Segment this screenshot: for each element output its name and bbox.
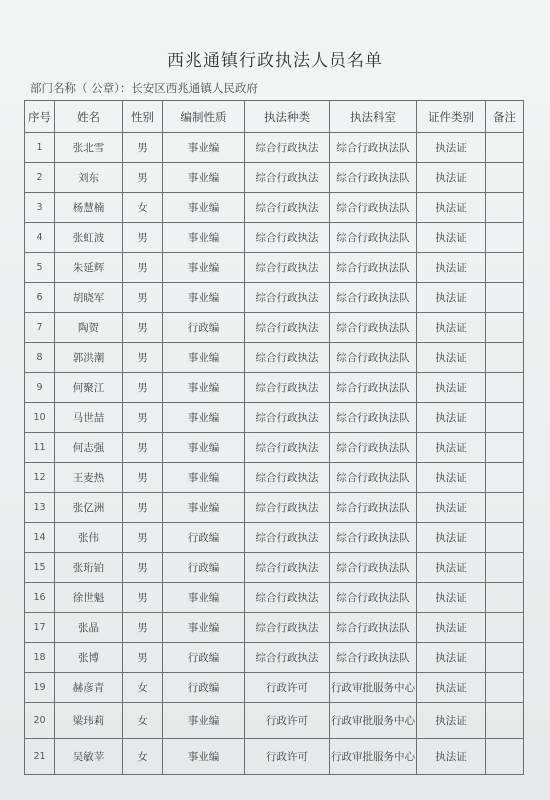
cell-gender: 女 xyxy=(123,703,163,739)
cell-certificate-type: 执法证 xyxy=(417,433,486,463)
table-row xyxy=(25,223,524,253)
cell-gender: 男 xyxy=(123,613,163,643)
cell-enforcement-type: 综合行政执法 xyxy=(245,643,330,673)
cell-remarks xyxy=(486,343,524,373)
table-row xyxy=(25,403,524,433)
cell-enforcement-type: 综合行政执法 xyxy=(245,313,330,343)
cell-remarks xyxy=(486,739,524,775)
cell-staffing-type: 事业编 xyxy=(163,463,245,493)
cell-remarks xyxy=(486,673,524,703)
cell-enforcement-type: 综合行政执法 xyxy=(245,613,330,643)
cell-index: 9 xyxy=(25,373,55,403)
cell-remarks xyxy=(486,313,524,343)
cell-certificate-type: 执法证 xyxy=(417,673,486,703)
cell-gender: 男 xyxy=(123,223,163,253)
cell-index: 16 xyxy=(25,583,55,613)
cell-staffing-type: 事业编 xyxy=(163,583,245,613)
cell-staffing-type: 行政编 xyxy=(163,313,245,343)
cell-certificate-type: 执法证 xyxy=(417,583,486,613)
cell-index: 15 xyxy=(25,553,55,583)
cell-staffing-type: 行政编 xyxy=(163,523,245,553)
cell-index: 3 xyxy=(25,193,55,223)
cell-enforcement-type: 综合行政执法 xyxy=(245,163,330,193)
cell-department: 综合行政执法队 xyxy=(330,583,417,613)
cell-staffing-type: 事业编 xyxy=(163,193,245,223)
table-row xyxy=(25,193,524,223)
cell-name: 张伟 xyxy=(55,523,123,553)
cell-remarks xyxy=(486,133,524,163)
cell-gender: 男 xyxy=(123,253,163,283)
header-remarks: 备注 xyxy=(486,101,524,133)
cell-name: 张北雪 xyxy=(55,133,123,163)
cell-staffing-type: 行政编 xyxy=(163,643,245,673)
cell-gender: 男 xyxy=(123,133,163,163)
cell-remarks xyxy=(486,553,524,583)
cell-name: 郭洪潮 xyxy=(55,343,123,373)
cell-staffing-type: 事业编 xyxy=(163,739,245,775)
table-row xyxy=(25,643,524,673)
cell-gender: 女 xyxy=(123,193,163,223)
cell-enforcement-type: 综合行政执法 xyxy=(245,523,330,553)
personnel-table xyxy=(24,100,524,775)
header-department: 执法科室 xyxy=(330,101,417,133)
cell-remarks xyxy=(486,613,524,643)
cell-department: 综合行政执法队 xyxy=(330,373,417,403)
cell-department: 综合行政执法队 xyxy=(330,283,417,313)
cell-index: 19 xyxy=(25,673,55,703)
cell-name: 吴敏苹 xyxy=(55,739,123,775)
cell-certificate-type: 执法证 xyxy=(417,133,486,163)
cell-index: 17 xyxy=(25,613,55,643)
department-line: 部门名称（ 公章）：长安区西兆通镇人民政府 xyxy=(30,81,258,95)
cell-certificate-type: 执法证 xyxy=(417,523,486,553)
header-staffing-type: 编制性质 xyxy=(163,101,245,133)
cell-department: 行政审批服务中心 xyxy=(330,673,417,703)
cell-gender: 男 xyxy=(123,433,163,463)
cell-certificate-type: 执法证 xyxy=(417,283,486,313)
cell-staffing-type: 事业编 xyxy=(163,163,245,193)
cell-remarks xyxy=(486,163,524,193)
cell-name: 张晶 xyxy=(55,613,123,643)
cell-certificate-type: 执法证 xyxy=(417,463,486,493)
cell-index: 13 xyxy=(25,493,55,523)
cell-gender: 男 xyxy=(123,403,163,433)
table-row xyxy=(25,133,524,163)
table-row xyxy=(25,523,524,553)
cell-gender: 男 xyxy=(123,553,163,583)
cell-gender: 男 xyxy=(123,493,163,523)
cell-staffing-type: 行政编 xyxy=(163,673,245,703)
cell-name: 杨慧楠 xyxy=(55,193,123,223)
cell-certificate-type: 执法证 xyxy=(417,223,486,253)
cell-certificate-type: 执法证 xyxy=(417,313,486,343)
table-row xyxy=(25,583,524,613)
cell-enforcement-type: 综合行政执法 xyxy=(245,493,330,523)
cell-department: 综合行政执法队 xyxy=(330,133,417,163)
cell-staffing-type: 事业编 xyxy=(163,403,245,433)
cell-index: 6 xyxy=(25,283,55,313)
table-row xyxy=(25,313,524,343)
cell-certificate-type: 执法证 xyxy=(417,613,486,643)
cell-certificate-type: 执法证 xyxy=(417,193,486,223)
cell-remarks xyxy=(486,253,524,283)
cell-staffing-type: 事业编 xyxy=(163,343,245,373)
cell-staffing-type: 事业编 xyxy=(163,223,245,253)
cell-enforcement-type: 综合行政执法 xyxy=(245,343,330,373)
table-row xyxy=(25,253,524,283)
cell-gender: 男 xyxy=(123,463,163,493)
cell-enforcement-type: 综合行政执法 xyxy=(245,463,330,493)
cell-name: 陶贺 xyxy=(55,313,123,343)
cell-name: 张虹波 xyxy=(55,223,123,253)
cell-index: 1 xyxy=(25,133,55,163)
cell-gender: 男 xyxy=(123,343,163,373)
header-index: 序号 xyxy=(25,101,55,133)
cell-certificate-type: 执法证 xyxy=(417,373,486,403)
cell-certificate-type: 执法证 xyxy=(417,343,486,373)
cell-enforcement-type: 综合行政执法 xyxy=(245,553,330,583)
cell-gender: 男 xyxy=(123,313,163,343)
cell-certificate-type: 执法证 xyxy=(417,253,486,283)
cell-index: 12 xyxy=(25,463,55,493)
table-row xyxy=(25,433,524,463)
cell-name: 刘东 xyxy=(55,163,123,193)
cell-index: 20 xyxy=(25,703,55,739)
header-enforcement-type: 执法种类 xyxy=(245,101,330,133)
table-row xyxy=(25,553,524,583)
cell-name: 胡晓军 xyxy=(55,283,123,313)
header-name: 姓名 xyxy=(55,101,123,133)
cell-name: 马世喆 xyxy=(55,403,123,433)
cell-index: 4 xyxy=(25,223,55,253)
cell-enforcement-type: 行政许可 xyxy=(245,739,330,775)
cell-name: 徐世魁 xyxy=(55,583,123,613)
cell-enforcement-type: 综合行政执法 xyxy=(245,253,330,283)
cell-remarks xyxy=(486,403,524,433)
cell-department: 综合行政执法队 xyxy=(330,193,417,223)
cell-enforcement-type: 综合行政执法 xyxy=(245,373,330,403)
cell-enforcement-type: 行政许可 xyxy=(245,703,330,739)
cell-staffing-type: 事业编 xyxy=(163,493,245,523)
cell-enforcement-type: 综合行政执法 xyxy=(245,223,330,253)
cell-remarks xyxy=(486,373,524,403)
cell-certificate-type: 执法证 xyxy=(417,553,486,583)
cell-name: 何聚江 xyxy=(55,373,123,403)
cell-department: 综合行政执法队 xyxy=(330,313,417,343)
cell-remarks xyxy=(486,193,524,223)
cell-staffing-type: 事业编 xyxy=(163,373,245,403)
cell-certificate-type: 执法证 xyxy=(417,643,486,673)
cell-index: 7 xyxy=(25,313,55,343)
table-row xyxy=(25,283,524,313)
table-body xyxy=(25,133,524,775)
cell-remarks xyxy=(486,643,524,673)
cell-enforcement-type: 综合行政执法 xyxy=(245,403,330,433)
cell-department: 行政审批服务中心 xyxy=(330,703,417,739)
cell-name: 王麦热 xyxy=(55,463,123,493)
cell-name: 朱延辉 xyxy=(55,253,123,283)
cell-certificate-type: 执法证 xyxy=(417,703,486,739)
cell-department: 综合行政执法队 xyxy=(330,613,417,643)
cell-name: 梁玮莉 xyxy=(55,703,123,739)
cell-remarks xyxy=(486,463,524,493)
table-row xyxy=(25,613,524,643)
cell-index: 2 xyxy=(25,163,55,193)
cell-index: 21 xyxy=(25,739,55,775)
cell-department: 综合行政执法队 xyxy=(330,523,417,553)
cell-remarks xyxy=(486,223,524,253)
cell-department: 综合行政执法队 xyxy=(330,553,417,583)
cell-enforcement-type: 综合行政执法 xyxy=(245,433,330,463)
cell-name: 张珩铂 xyxy=(55,553,123,583)
document-title: 西兆通镇行政执法人员名单 xyxy=(167,51,383,71)
cell-remarks xyxy=(486,433,524,463)
cell-enforcement-type: 行政许可 xyxy=(245,673,330,703)
cell-index: 5 xyxy=(25,253,55,283)
cell-remarks xyxy=(486,703,524,739)
cell-department: 行政审批服务中心 xyxy=(330,739,417,775)
cell-certificate-type: 执法证 xyxy=(417,493,486,523)
cell-department: 综合行政执法队 xyxy=(330,253,417,283)
cell-name: 张亿洲 xyxy=(55,493,123,523)
cell-department: 综合行政执法队 xyxy=(330,223,417,253)
cell-department: 综合行政执法队 xyxy=(330,163,417,193)
cell-name: 何志强 xyxy=(55,433,123,463)
header-row xyxy=(25,101,524,133)
cell-certificate-type: 执法证 xyxy=(417,739,486,775)
cell-staffing-type: 事业编 xyxy=(163,283,245,313)
cell-gender: 男 xyxy=(123,523,163,553)
cell-staffing-type: 事业编 xyxy=(163,133,245,163)
cell-gender: 男 xyxy=(123,283,163,313)
table-row xyxy=(25,493,524,523)
table-row xyxy=(25,739,524,775)
cell-index: 8 xyxy=(25,343,55,373)
cell-enforcement-type: 综合行政执法 xyxy=(245,193,330,223)
cell-department: 综合行政执法队 xyxy=(330,343,417,373)
table-row xyxy=(25,463,524,493)
cell-remarks xyxy=(486,583,524,613)
table-row xyxy=(25,373,524,403)
header-certificate-type: 证件类别 xyxy=(417,101,486,133)
cell-department: 综合行政执法队 xyxy=(330,493,417,523)
table-row xyxy=(25,673,524,703)
cell-remarks xyxy=(486,523,524,553)
cell-gender: 男 xyxy=(123,643,163,673)
cell-gender: 女 xyxy=(123,673,163,703)
cell-department: 综合行政执法队 xyxy=(330,463,417,493)
cell-certificate-type: 执法证 xyxy=(417,403,486,433)
table-row xyxy=(25,703,524,739)
cell-name: 张博 xyxy=(55,643,123,673)
cell-department: 综合行政执法队 xyxy=(330,643,417,673)
cell-staffing-type: 行政编 xyxy=(163,553,245,583)
cell-staffing-type: 事业编 xyxy=(163,613,245,643)
cell-remarks xyxy=(486,493,524,523)
cell-gender: 女 xyxy=(123,739,163,775)
cell-department: 综合行政执法队 xyxy=(330,433,417,463)
header-gender: 性别 xyxy=(123,101,163,133)
cell-index: 11 xyxy=(25,433,55,463)
cell-staffing-type: 事业编 xyxy=(163,253,245,283)
cell-enforcement-type: 综合行政执法 xyxy=(245,133,330,163)
cell-staffing-type: 事业编 xyxy=(163,703,245,739)
cell-enforcement-type: 综合行政执法 xyxy=(245,283,330,313)
cell-remarks xyxy=(486,283,524,313)
cell-index: 18 xyxy=(25,643,55,673)
cell-certificate-type: 执法证 xyxy=(417,163,486,193)
cell-gender: 男 xyxy=(123,163,163,193)
cell-gender: 男 xyxy=(123,583,163,613)
cell-department: 综合行政执法队 xyxy=(330,403,417,433)
cell-gender: 男 xyxy=(123,373,163,403)
cell-staffing-type: 事业编 xyxy=(163,433,245,463)
cell-index: 14 xyxy=(25,523,55,553)
cell-name: 赫彦青 xyxy=(55,673,123,703)
table-row xyxy=(25,343,524,373)
cell-enforcement-type: 综合行政执法 xyxy=(245,583,330,613)
cell-index: 10 xyxy=(25,403,55,433)
table-row xyxy=(25,163,524,193)
